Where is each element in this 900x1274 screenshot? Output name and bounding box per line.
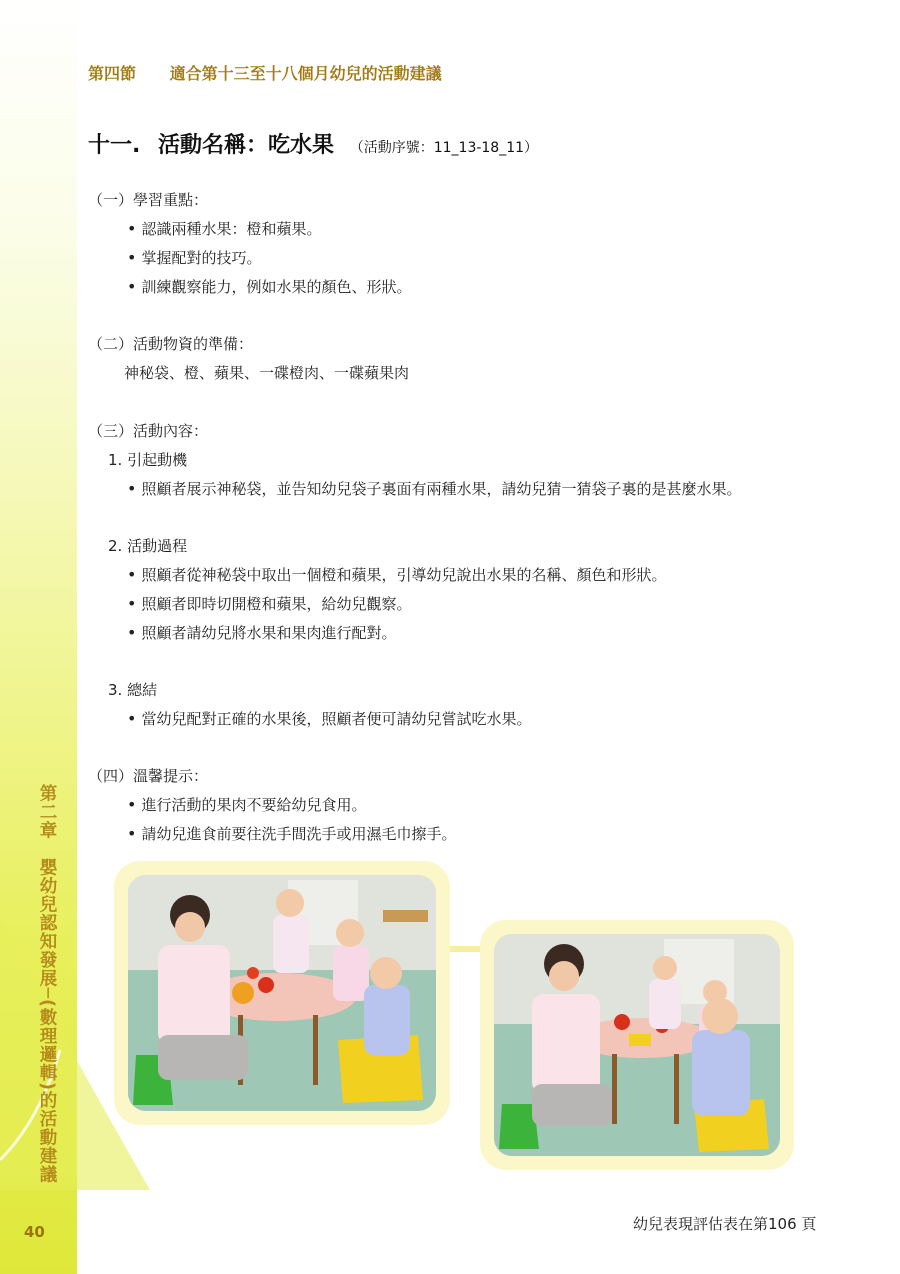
step-title: 2. 活動過程 [108, 537, 188, 555]
step-item: • 照顧者從神秘袋中取出一個橙和蘋果，引導幼兒說出水果的名稱、顏色和形狀。 [127, 564, 666, 585]
activity-number: 十一. [88, 133, 141, 158]
section-name: 適合第十三至十八個月幼兒的活動建議 [169, 64, 442, 83]
step-item: • 照顧者展示神秘袋，並告知幼兒袋子裏面有兩種水果，請幼兒猜一猜袋子裏的是甚麼水果。 [127, 478, 741, 499]
step-title: 1. 引起動機 [108, 451, 188, 469]
content-heading: （三）活動內容： [88, 422, 209, 440]
step-item: • 照顧者請幼兒將水果和果肉進行配對。 [127, 622, 396, 643]
activity-name: 活動名稱：吃水果 [158, 133, 335, 158]
activity-photo-1 [128, 875, 436, 1111]
learning-point: • 掌握配對的技巧。 [127, 247, 261, 268]
chapter-title: 第二章 嬰幼兒認知發展─(數理邏輯)的活動建議 [37, 784, 57, 1184]
learning-point: • 訓練觀察能力，例如水果的顏色、形狀。 [127, 276, 411, 297]
step-title: 3. 總結 [108, 681, 158, 699]
materials-text: 神秘袋、橙、蘋果、一碟橙肉、一碟蘋果肉 [124, 364, 410, 382]
step-item: • 照顧者即時切開橙和蘋果，給幼兒觀察。 [127, 593, 411, 614]
activity-photo-2 [494, 934, 780, 1156]
photo-frame-2 [480, 920, 794, 1170]
section-title [88, 61, 442, 84]
page-number: 40 [24, 1223, 45, 1241]
learning-heading: （一）學習重點： [88, 191, 209, 209]
activity-code: （活動序號：11_13-18_11） [349, 140, 539, 156]
assessment-reference: 幼兒表現評估表在第106 頁 [633, 1215, 817, 1233]
tips-heading: （四）溫馨提示： [88, 767, 209, 785]
tip-item: • 進行活動的果肉不要給幼兒食用。 [127, 794, 366, 815]
materials-heading: （二）活動物資的準備： [88, 335, 254, 353]
step-item: • 當幼兒配對正確的水果後，照顧者便可請幼兒嘗試吃水果。 [127, 708, 531, 729]
learning-point: • 認識兩種水果：橙和蘋果。 [127, 218, 321, 239]
activity-title [88, 128, 538, 159]
photo-frame-1 [114, 861, 450, 1125]
tip-item: • 請幼兒進食前要往洗手間洗手或用濕毛巾擦手。 [127, 823, 456, 844]
section-number: 第四節 [88, 64, 137, 83]
